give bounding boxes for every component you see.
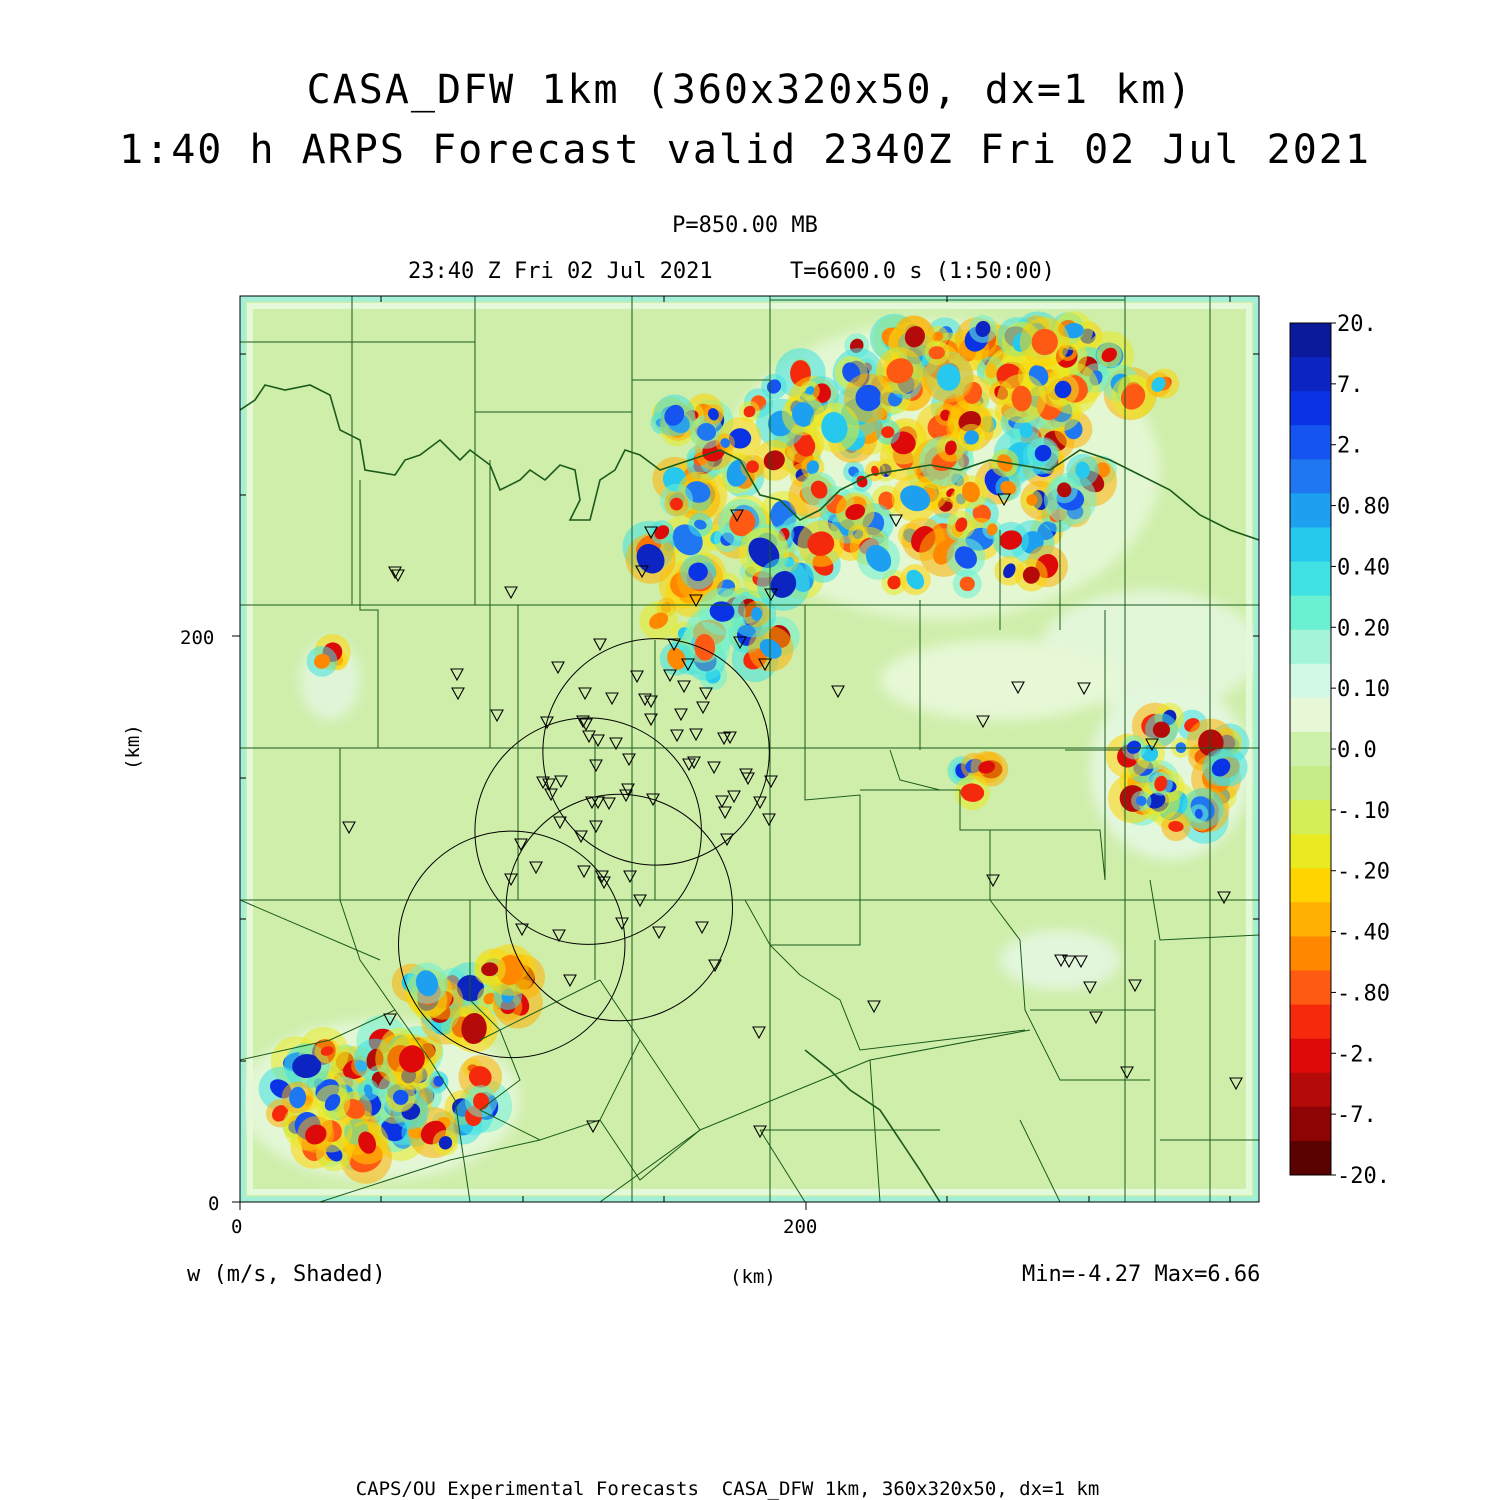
colorbar-swatch <box>1290 527 1331 562</box>
w-field <box>240 296 1260 1202</box>
x-tick-label: 0 <box>231 1216 243 1238</box>
colorbar-label: 0.40 <box>1337 555 1390 581</box>
updraft-cell <box>751 607 762 621</box>
colorbar-swatch <box>1290 459 1331 494</box>
colorbar-swatch <box>1290 630 1331 665</box>
valid-time: 23:40 Z Fri 02 Jul 2021 <box>408 259 713 284</box>
y-tick-label: 0 <box>208 1193 220 1215</box>
colorbar-label: 20. <box>1337 312 1377 337</box>
colorbar-swatch <box>1290 323 1331 358</box>
x-tick-label: 200 <box>783 1216 818 1238</box>
colorbar-swatch <box>1290 1107 1331 1142</box>
colorbar-label: -2. <box>1337 1042 1377 1068</box>
colorbar-swatch <box>1290 1039 1331 1074</box>
colorbar-swatch <box>1290 493 1331 528</box>
footer-credit: CAPS/OU Experimental Forecasts CASA_DFW 1km, 360x320x50, dx=1 km <box>355 1478 1100 1500</box>
colorbar-swatch <box>1290 562 1331 597</box>
colorbar-label: 0.20 <box>1337 616 1390 642</box>
colorbar-label: -20. <box>1337 1164 1390 1189</box>
title-line-2: 1:40 h ARPS Forecast valid 2340Z Fri 02 Jul 2021 <box>119 127 1371 173</box>
colorbar-swatch <box>1290 698 1331 733</box>
x-axis-unit: (km) <box>730 1266 776 1288</box>
colorbar-swatch <box>1290 971 1331 1006</box>
colorbar-swatch <box>1290 868 1331 903</box>
forecast-time: T=6600.0 s (1:50:00) <box>790 259 1055 284</box>
colorbar-label: 2. <box>1337 433 1364 459</box>
colorbar-swatch <box>1290 1073 1331 1108</box>
colorbar-swatch <box>1290 936 1331 971</box>
colorbar-swatch <box>1290 766 1331 801</box>
colorbar-label: -.20 <box>1337 859 1390 885</box>
colorbar-swatch <box>1290 596 1331 631</box>
colorbar-swatch <box>1290 800 1331 835</box>
colorbar-label: 0.80 <box>1337 494 1390 520</box>
title-line-1: CASA_DFW 1km (360x320x50, dx=1 km) <box>306 67 1194 113</box>
colorbar-label: -.40 <box>1337 920 1390 946</box>
colorbar-swatch <box>1290 357 1331 392</box>
colorbar-label: 0.0 <box>1337 738 1377 763</box>
y-axis-unit: (km) <box>122 724 144 770</box>
colorbar-swatch <box>1290 664 1331 699</box>
y-tick-label: 200 <box>180 627 215 649</box>
colorbar <box>1290 312 1390 1189</box>
colorbar-label: 0.10 <box>1337 677 1390 703</box>
colorbar-label: -.80 <box>1337 981 1390 1007</box>
pressure-level: P=850.00 MB <box>672 213 818 238</box>
colorbar-label: -.10 <box>1337 798 1390 824</box>
min-max-readout: Min=-4.27 Max=6.66 <box>1022 1262 1261 1287</box>
colorbar-swatch <box>1290 902 1331 937</box>
colorbar-swatch <box>1290 425 1331 460</box>
colorbar-swatch <box>1290 1005 1331 1040</box>
colorbar-label: 7. <box>1337 372 1364 398</box>
colorbar-label: -7. <box>1337 1103 1377 1129</box>
colorbar-swatch <box>1290 732 1331 767</box>
colorbar-swatch <box>1290 1141 1331 1176</box>
field-label: w (m/s, Shaded) <box>187 1262 386 1287</box>
colorbar-swatch <box>1290 834 1331 869</box>
colorbar-swatch <box>1290 391 1331 426</box>
